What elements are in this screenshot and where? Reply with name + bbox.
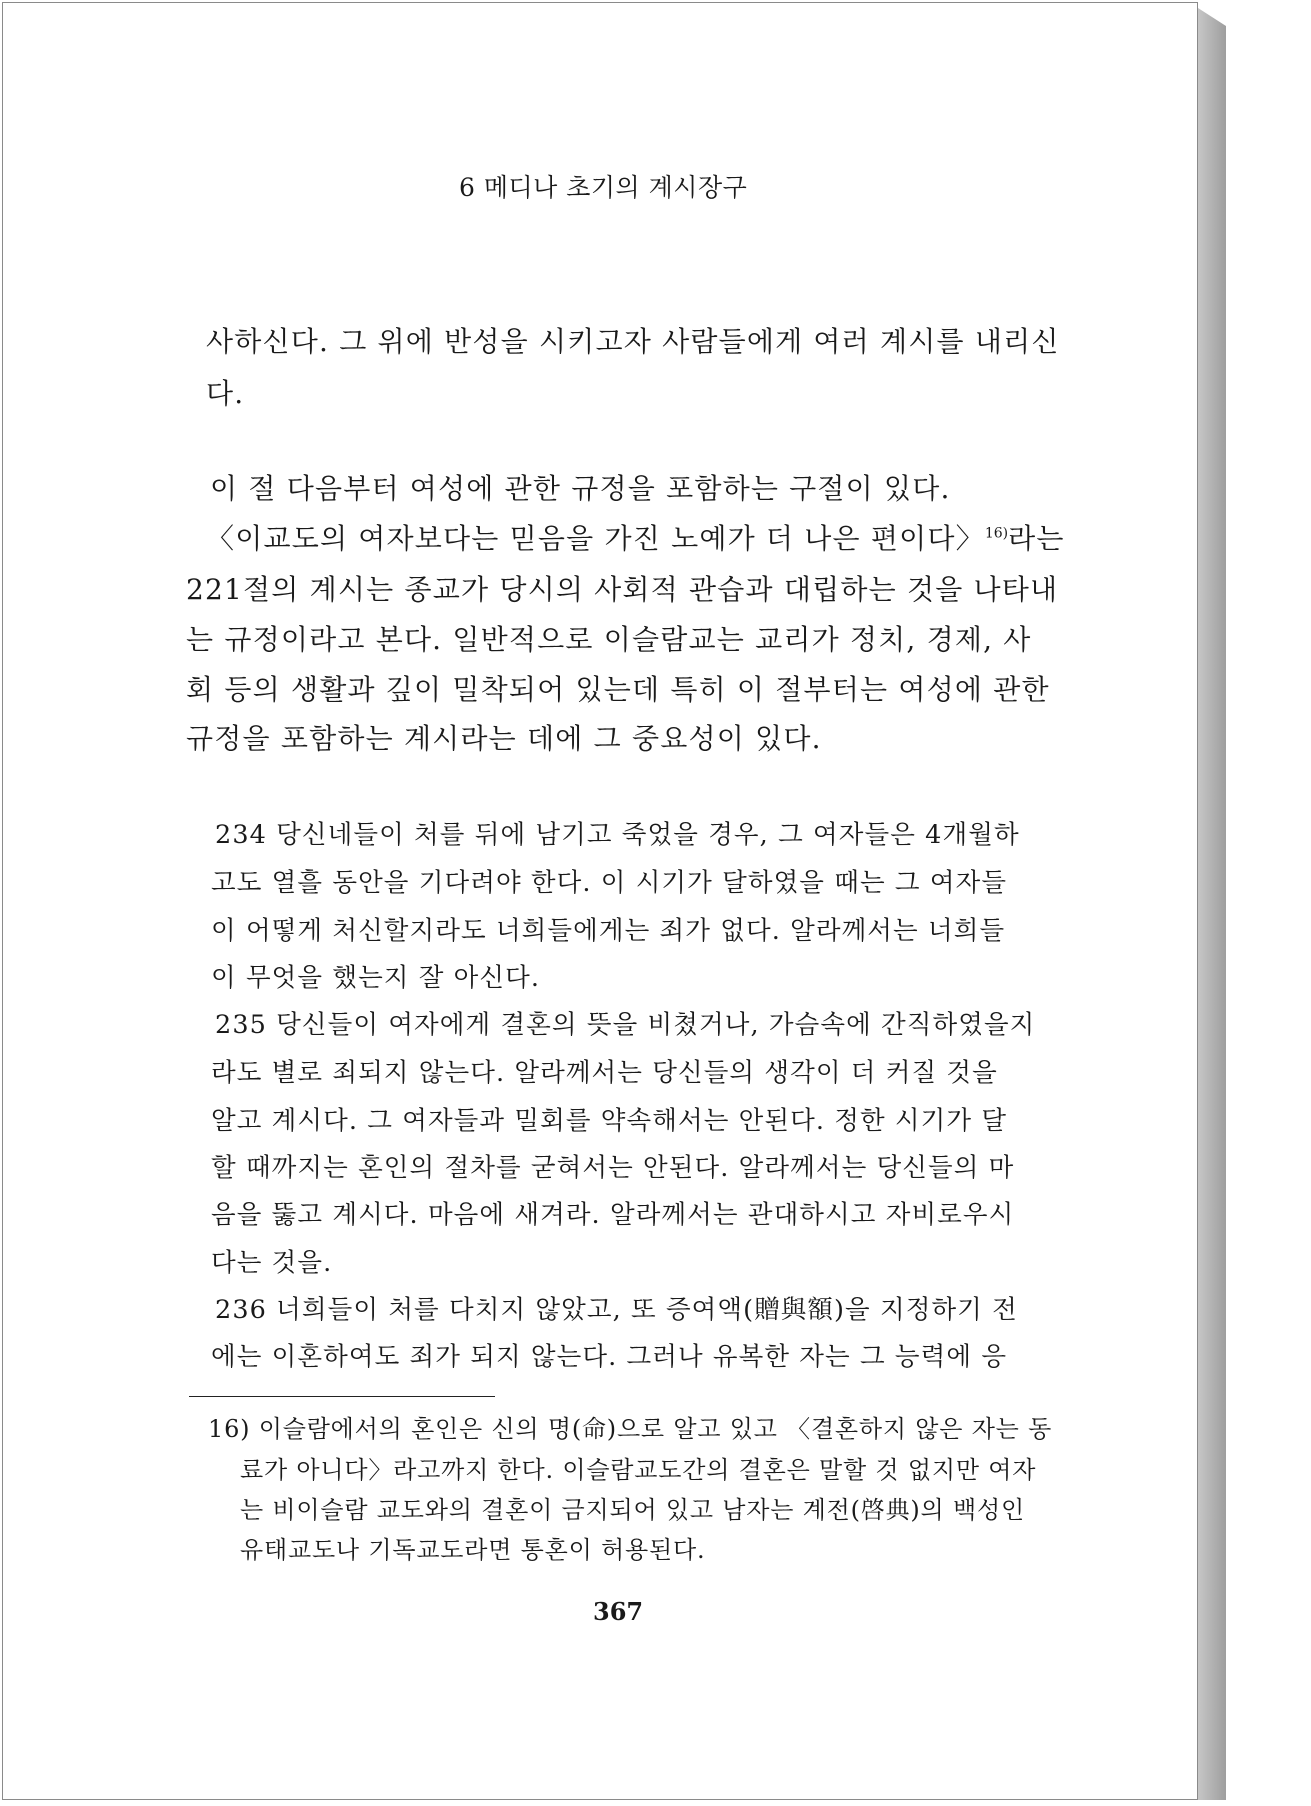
running-head: 6 메디나 초기의 계시장구 bbox=[459, 173, 748, 202]
verse-line: 다는 것을. bbox=[211, 1248, 333, 1278]
verse-line: 234 당신네들이 처를 뒤에 남기고 죽었을 경우, 그 여자들은 4개월하 bbox=[215, 820, 1020, 850]
page-edge-shadow bbox=[1198, 8, 1226, 1800]
verse-line: 235 당신들이 여자에게 결혼의 뜻을 비쳤거나, 가슴속에 간직하였을지 bbox=[215, 1010, 1036, 1040]
commentary-line: 규정을 포함하는 계시라는 데에 그 중요성이 있다. bbox=[186, 722, 822, 755]
commentary-line bbox=[206, 522, 1065, 555]
continuation-line: 사하신다. 그 위에 반성을 시키고자 사람들에게 여러 계시를 내리신 bbox=[206, 325, 1060, 358]
footnote-reference: 16) bbox=[984, 525, 1009, 542]
commentary-line: 는 규정이라고 본다. 일반적으로 이슬람교는 교리가 정치, 경제, 사 bbox=[186, 623, 1032, 656]
commentary-quote: 〈이교도의 여자보다는 믿음을 가진 노예가 더 나은 편이다〉 bbox=[206, 522, 985, 555]
footnote-line: 16) 이슬람에서의 혼인은 신의 명(命)으로 알고 있고 〈결혼하지 않은 자는 동 bbox=[208, 1415, 1053, 1443]
commentary-line: 221절의 계시는 종교가 당시의 사회적 관습과 대립하는 것을 나타내 bbox=[186, 573, 1059, 606]
footnote-line: 료가 아니다〉라고까지 한다. 이슬람교도간의 결혼은 말할 것 없지만 여자 bbox=[240, 1456, 1037, 1484]
verse-line: 알고 계시다. 그 여자들과 밀회를 약속해서는 안된다. 정한 시기가 달 bbox=[211, 1106, 1008, 1136]
verse-line: 이 어떻게 처신할지라도 너희들에게는 죄가 없다. 알라께서는 너희들 bbox=[211, 916, 1006, 946]
verse-line: 에는 이혼하여도 죄가 되지 않는다. 그러나 유복한 자는 그 능력에 응 bbox=[211, 1342, 1008, 1372]
footnote-line: 유태교도나 기독교도라면 통혼이 허용된다. bbox=[240, 1536, 706, 1564]
page-number: 367 bbox=[593, 1597, 644, 1626]
footnote-line: 는 비이슬람 교도와의 결혼이 금지되어 있고 남자는 계전(啓典)의 백성인 bbox=[240, 1496, 1025, 1524]
verse-line: 236 너희들이 처를 다치지 않았고, 또 증여액(贈與額)을 지정하기 전 bbox=[215, 1295, 1018, 1325]
book-page bbox=[2, 2, 1198, 1800]
verse-line: 음을 뚫고 계시다. 마음에 새겨라. 알라께서는 관대하시고 자비로우시 bbox=[211, 1200, 1015, 1230]
verse-line: 할 때까지는 혼인의 절차를 굳혀서는 안된다. 알라께서는 당신들의 마 bbox=[211, 1153, 1015, 1183]
commentary-tail: 라는 bbox=[1008, 522, 1065, 555]
continuation-line: 다. bbox=[206, 377, 245, 410]
verse-line: 라도 별로 죄되지 않는다. 알라께서는 당신들의 생각이 더 커질 것을 bbox=[211, 1058, 998, 1088]
verse-line: 이 무엇을 했는지 잘 아신다. bbox=[211, 963, 541, 993]
commentary-line: 이 절 다음부터 여성에 관한 규정을 포함하는 구절이 있다. bbox=[210, 472, 951, 505]
footnote-rule bbox=[189, 1396, 495, 1397]
verse-line: 고도 열흘 동안을 기다려야 한다. 이 시기가 달하였을 때는 그 여자들 bbox=[211, 868, 1008, 898]
commentary-line: 회 등의 생활과 깊이 밀착되어 있는데 특히 이 절부터는 여성에 관한 bbox=[186, 673, 1050, 706]
